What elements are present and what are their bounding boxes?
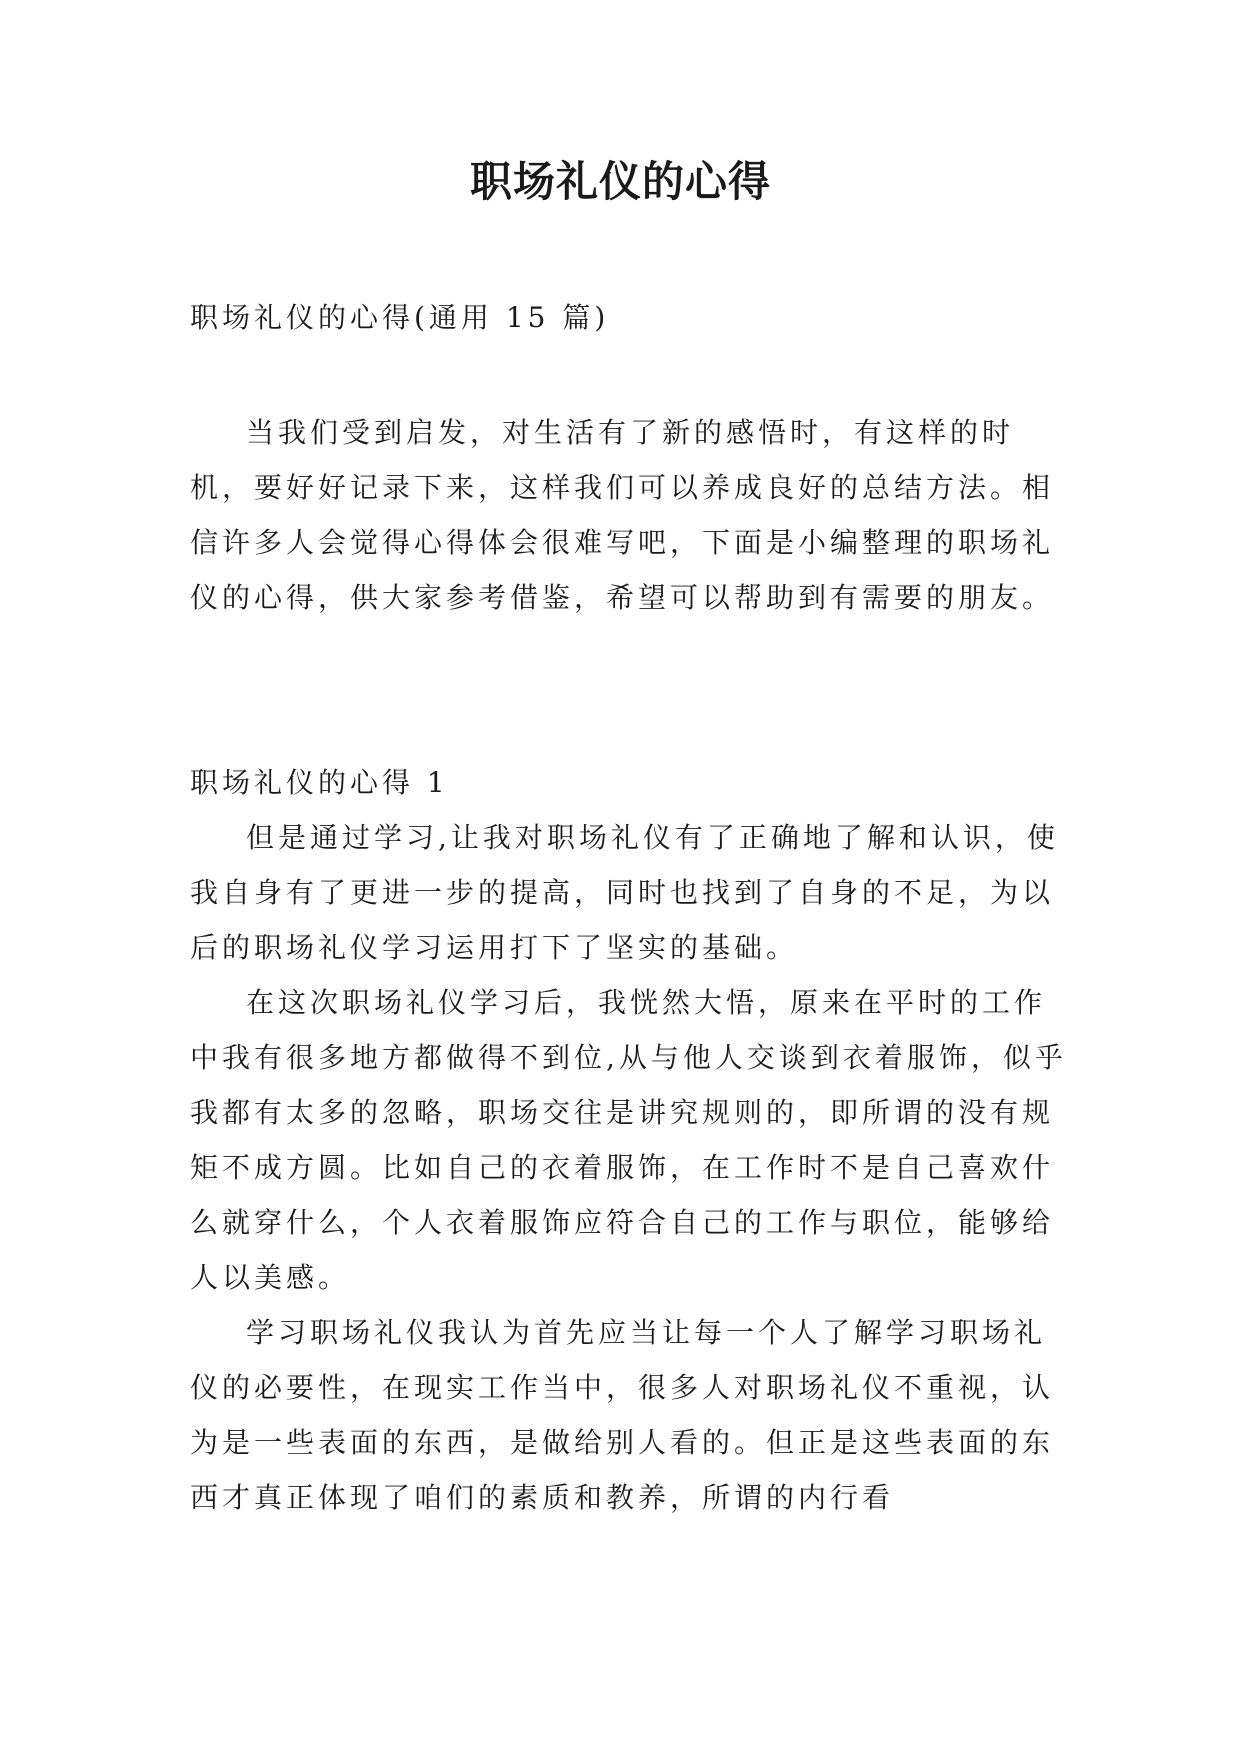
document-subtitle: 职场礼仪的心得(通用 15 篇) — [190, 301, 610, 334]
section-heading: 职场礼仪的心得 1 — [190, 766, 449, 799]
body-paragraph-2: 在这次职场礼仪学习后，我恍然大悟，原来在平时的工作中我有很多地方都做得不到位,从与他人交谈到衣着服饰，似乎我都有太多的忽略，职场交往是讲究规则的，即所谓的没有规矩不成方圆。比如自己的衣着服饰，在工作时不是自己喜欢什么就穿什么，个人衣着服饰应符合自己的工作与职位，能够给人以美感。 — [190, 986, 1067, 1294]
body-paragraph-1: 但是通过学习,让我对职场礼仪有了正确地了解和认识，使我自身有了更进一步的提高，同时也找到了自身的不足，为以后的职场礼仪学习运用打下了坚实的基础。 — [190, 821, 1059, 964]
intro-paragraph — [190, 405, 1070, 625]
body-paragraph-3: 学习职场礼仪我认为首先应当让每一个人了解学习职场礼仪的必要性，在现实工作当中，很多人对职场礼仪不重视，认为是一些表面的东西，是做给别人看的。但正是这些表面的东西才真正体现了咱们的素质和教养，所谓的内行看 — [190, 1316, 1055, 1514]
section-body — [190, 810, 1070, 1525]
intro-text: 当我们受到启发，对生活有了新的感悟时，有这样的时机，要好好记录下来，这样我们可以养成良好的总结方法。相信许多人会觉得心得体会很难写吧，下面是小编整理的职场礼仪的心得，供大家参考借鉴，希望可以帮助到有需要的朋友。 — [190, 416, 1055, 614]
document-title: 职场礼仪的心得 — [469, 157, 771, 206]
